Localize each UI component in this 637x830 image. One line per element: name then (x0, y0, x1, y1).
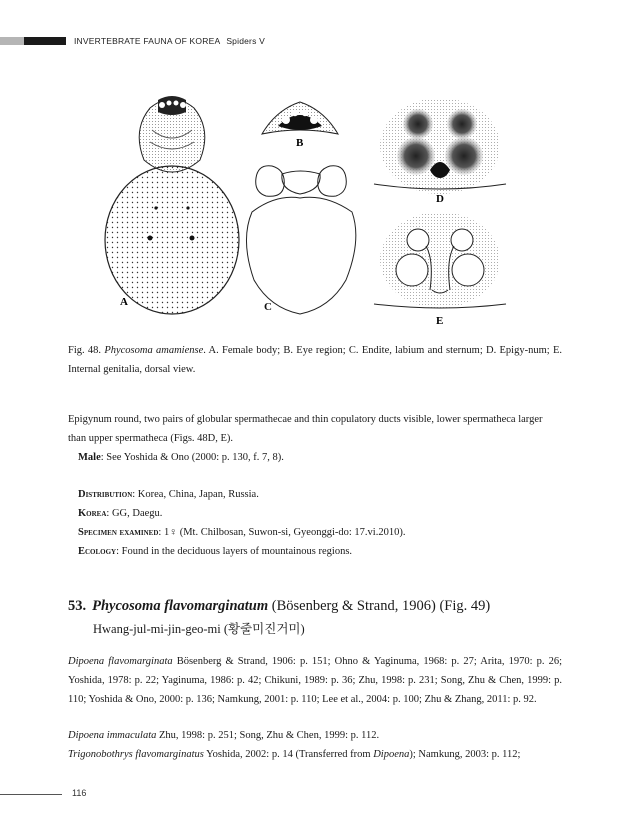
korea-line (68, 504, 562, 523)
synonym-3 (68, 745, 562, 764)
figure-48 (100, 90, 520, 330)
panel-b-eye-region (262, 102, 338, 149)
caption-species: Phycosoma amamiense (104, 345, 204, 356)
korea-label: Korea (78, 508, 107, 519)
label-b: B (296, 137, 304, 149)
panel-e-internal-genitalia (374, 212, 506, 327)
ecology-label: Ecology (78, 546, 117, 557)
ecology-text: : Found in the deciduous layers of mountainous regions. (116, 546, 353, 557)
male-label: Male (78, 452, 101, 463)
distribution-line (68, 485, 562, 504)
species-heading (68, 598, 490, 615)
header-subtitle: Spiders V (226, 36, 265, 46)
synonym-2-text: Zhu, 1998: p. 251; Song, Zhu & Chen, 1999: p. 112. (156, 730, 380, 741)
species-number: 53. (68, 598, 87, 614)
specimen-text: : 1♀ (Mt. Chilbosan, Suwon-si, Gyeonggi-do: 17.vi.2010). (158, 527, 406, 538)
synonym-2 (68, 726, 562, 745)
caption-rest: . A. Female body; B. Eye region; C. Endite, labium and sternum; D. Epigy-num; E. Internal genitalia, dorsal view. (68, 345, 562, 375)
synonym-3-ital: Dipoena (373, 749, 410, 760)
synonym-3-name: Trigonobothrys flavomarginatus (68, 749, 204, 760)
synonym-3-text-a: Yoshida, 2002: p. 14 (Transferred from (203, 749, 374, 760)
header-bar-dark (24, 37, 66, 45)
species-author: (Bösenberg & Strand, 1906) (Fig. 49) (268, 598, 491, 614)
species-name: Phycosoma flavomarginatum (92, 598, 269, 614)
description-text: Epigynum round, two pairs of globular spermathecae and thin copulatory ducts visible, lower spermatheca larger than upper spermatheca (Figs. 48D, E). (68, 414, 543, 444)
label-d: D (436, 193, 444, 205)
header-bar-light (0, 37, 24, 45)
header-title: INVERTEBRATE FAUNA OF KOREA (74, 36, 221, 46)
synonym-1 (68, 652, 562, 709)
specimen-label: Specimen examined (78, 527, 159, 538)
label-a: A (120, 296, 128, 308)
synonym-3-text-b: ); Namkung, 2003: p. 112; (409, 749, 521, 760)
synonym-1-name: Dipoena flavomarginata (68, 656, 173, 667)
male-line (68, 448, 562, 467)
description-paragraph (68, 410, 562, 467)
records-block (68, 485, 562, 561)
footer-rule (0, 794, 62, 795)
distribution-label: Distribution (78, 489, 133, 500)
korea-text: : GG, Daegu. (106, 508, 163, 519)
species-common-name: Hwang-jul-mi-jin-geo-mi (황줄미진거미) (93, 622, 305, 636)
panel-d-epigynum (374, 98, 506, 205)
label-c: C (264, 301, 272, 313)
label-e: E (436, 315, 444, 327)
synonym-2-name: Dipoena immaculata (68, 730, 157, 741)
page-number: 116 (72, 788, 87, 798)
specimen-line (68, 523, 562, 542)
male-text: : See Yoshida & Ono (2000: p. 130, f. 7, 8). (100, 452, 284, 463)
caption-prefix: Fig. 48. (68, 345, 102, 356)
panel-a-female-body (105, 96, 239, 314)
running-header (74, 36, 265, 46)
distribution-text: : Korea, China, Japan, Russia. (132, 489, 259, 500)
figure-caption (68, 341, 562, 379)
ecology-line (68, 542, 562, 561)
panel-c-sternum (246, 166, 355, 314)
synonym-1-text: Bösenberg & Strand, 1906: p. 151; Ohno & Yaginuma, 1968: p. 27; Arita, 1970: p. 26; Yoshida, 1978: p. 22; Yaginuma, 1986: p. 42; Chikuni, 1989: p. 36; Zhu, 1998: p. 231; Song, Zhu & Chen, 1999: p. 110; Yoshida & Ono, 2000: p. 136; Namkung, 2001: p. 110; Lee et al., 2004: p. 100; Zhu & Zhang, 2011: p. 92. (68, 656, 562, 705)
